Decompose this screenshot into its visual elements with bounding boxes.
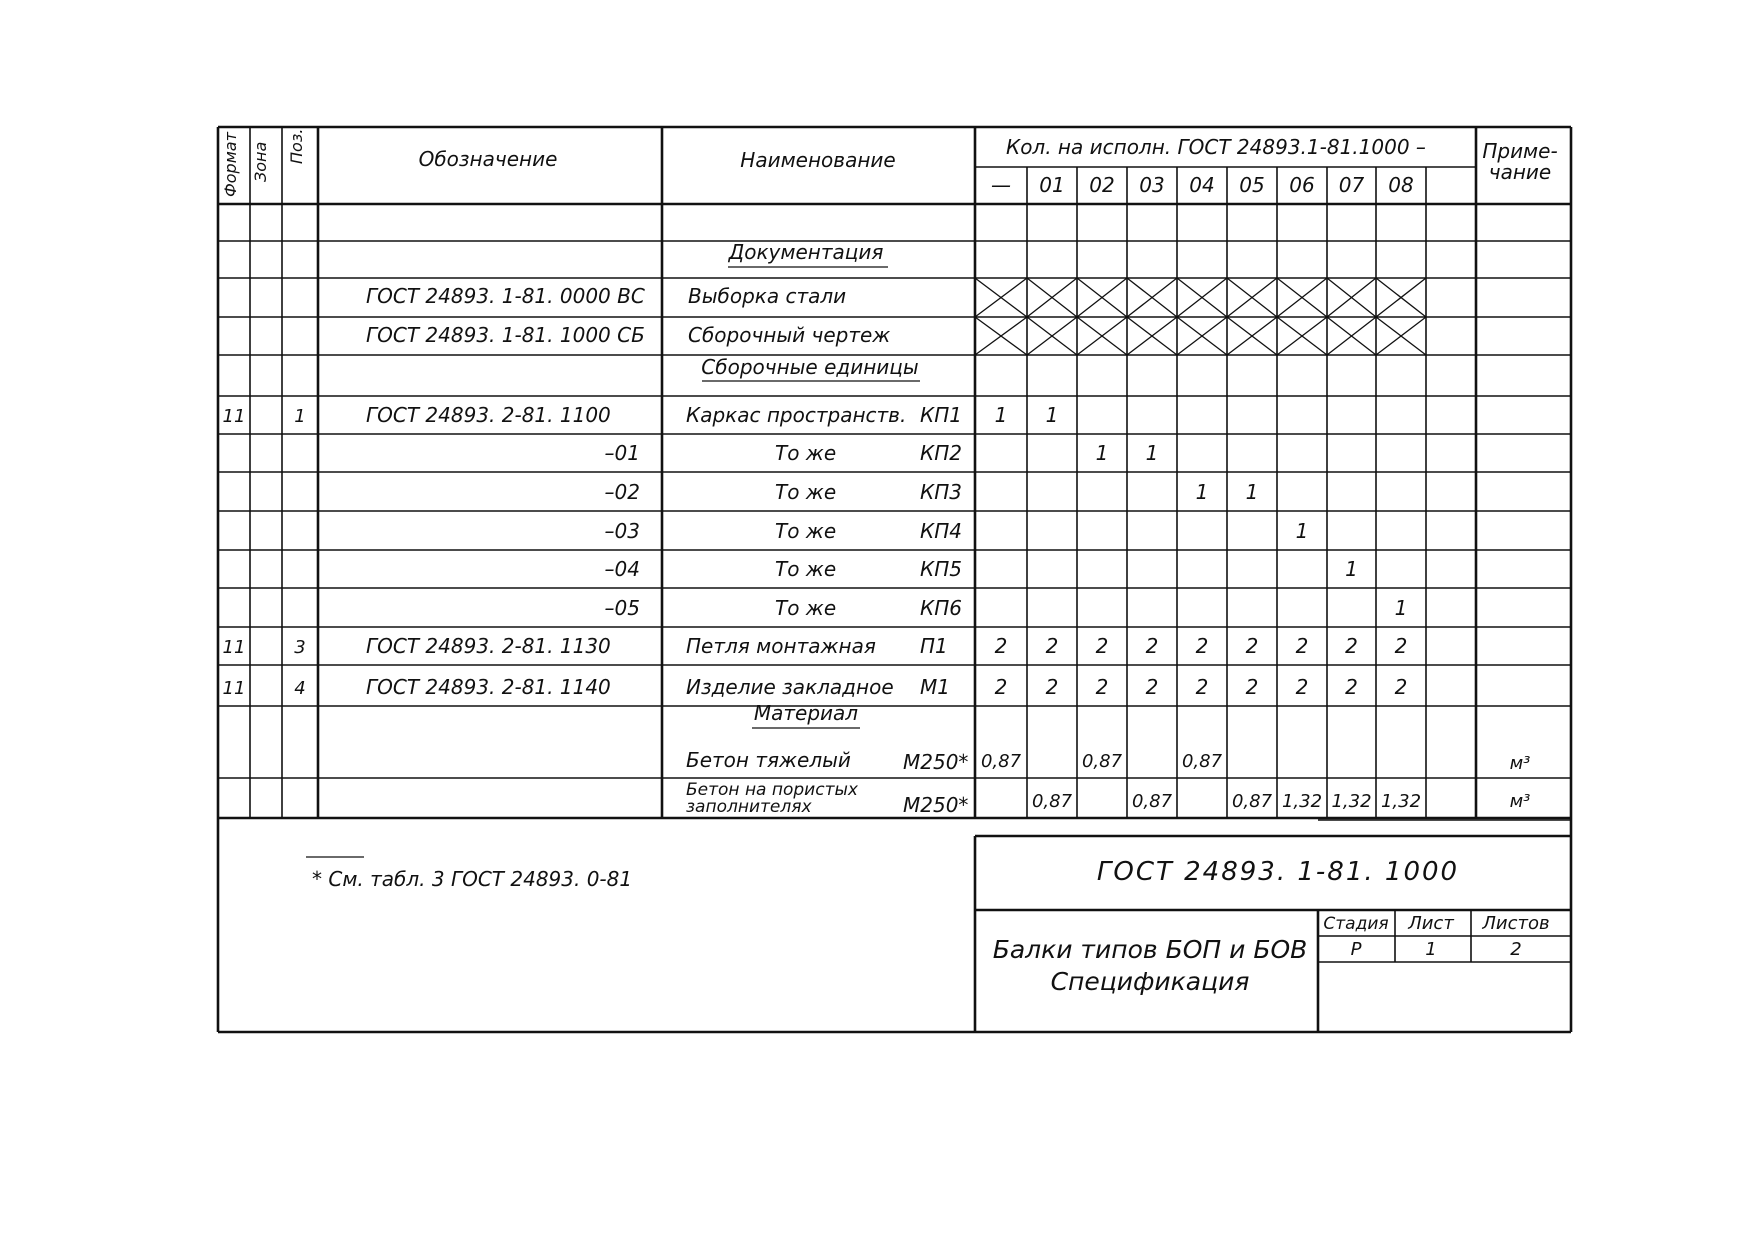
material-qty: 1,32 [1331, 791, 1372, 812]
item-name: То же [775, 480, 837, 504]
doc-designation: ГОСТ 24893. 1-81. 0000 ВС [366, 284, 645, 308]
section-documentation: Документация [728, 240, 884, 264]
item-qty: 2 [1045, 675, 1059, 699]
table-grid [218, 127, 1571, 1032]
item-qty: 2 [1095, 634, 1109, 658]
variant-header: 07 [1338, 173, 1365, 197]
material-qty: 1,32 [1281, 791, 1323, 812]
header-format: Формат [221, 132, 240, 197]
item-qty: 1 [1045, 403, 1059, 427]
doc-name: Сборочный чертеж [688, 323, 891, 347]
header-name: Наименование [740, 148, 896, 172]
item-mark: КП6 [920, 596, 962, 620]
item-designation: –02 [604, 480, 640, 504]
variant-header: 05 [1239, 173, 1265, 197]
item-designation: –03 [604, 519, 640, 543]
item-mark: КП2 [920, 441, 962, 465]
item-pos: 4 [294, 678, 306, 699]
header-pos: Поз. [287, 128, 306, 164]
material-unit: м³ [1509, 753, 1531, 774]
item-format: 11 [222, 678, 246, 699]
assembly-unit-rows [223, 403, 1408, 699]
item-qty: 2 [1245, 675, 1259, 699]
item-designation: –05 [604, 596, 640, 620]
doc-number: ГОСТ 24893. 1-81. 1000 [1096, 857, 1460, 887]
variant-header: 03 [1139, 173, 1165, 197]
item-pos: 1 [294, 406, 306, 427]
doc-designation: ГОСТ 24893. 1-81. 1000 СБ [366, 323, 645, 347]
doc-name: Выборка стали [688, 284, 847, 308]
item-qty: 1 [1245, 480, 1259, 504]
item-name: То же [775, 596, 837, 620]
title-line1: Балки типов БОП и БОВ [992, 935, 1308, 964]
item-qty: 1 [1145, 441, 1159, 465]
item-qty: 2 [1095, 675, 1109, 699]
item-qty: 2 [994, 675, 1008, 699]
item-designation: ГОСТ 24893. 2-81. 1130 [366, 634, 611, 658]
material-qty: 0,87 [1181, 751, 1223, 772]
section-material: Материал [753, 701, 859, 725]
item-format: 11 [222, 637, 246, 658]
item-qty: 2 [1394, 634, 1408, 658]
material-name: Бетон тяжелый [686, 748, 851, 772]
variant-header: 01 [1039, 173, 1065, 197]
item-qty: 1 [1345, 557, 1358, 581]
item-designation: ГОСТ 24893. 2-81. 1100 [366, 403, 611, 427]
item-name: То же [775, 441, 837, 465]
item-name: Каркас пространств. [686, 403, 907, 427]
sheets-value: 2 [1510, 939, 1522, 960]
item-qty: 2 [1394, 675, 1408, 699]
item-qty: 2 [1145, 675, 1159, 699]
material-qty: 0,87 [1231, 791, 1273, 812]
material-qty: 0,87 [1031, 791, 1073, 812]
item-qty: 2 [1245, 634, 1259, 658]
footnote [306, 857, 632, 891]
item-mark: КП3 [920, 480, 962, 504]
material-mark: М250* [903, 793, 969, 817]
footnote-text: * См. табл. 3 ГОСТ 24893. 0-81 [312, 867, 633, 891]
header-qty-title: Кол. на исполн. ГОСТ 24893.1-81.1000 – [1006, 135, 1426, 159]
item-qty: 1 [1394, 596, 1408, 620]
item-designation: –01 [604, 441, 640, 465]
item-mark: КП5 [920, 557, 962, 581]
item-mark: КП1 [920, 403, 962, 427]
item-format: 11 [222, 406, 246, 427]
variant-headers [991, 173, 1414, 197]
material-name: Бетон на пористых [686, 780, 858, 800]
header-note-line2: чание [1488, 160, 1552, 184]
variant-header: — [991, 173, 1011, 197]
item-qty: 2 [1295, 675, 1309, 699]
item-qty: 1 [1195, 480, 1209, 504]
item-qty: 1 [1295, 519, 1309, 543]
material-qty: 1,32 [1380, 791, 1422, 812]
stage-value: Р [1350, 939, 1362, 960]
item-qty: 1 [1095, 441, 1109, 465]
item-qty: 2 [1145, 634, 1159, 658]
material-qty: 0,87 [980, 751, 1022, 772]
material-mark: М250* [903, 750, 969, 774]
material-unit: м³ [1509, 791, 1531, 812]
sheets-label: Листов [1482, 913, 1550, 934]
item-qty: 2 [1195, 675, 1209, 699]
header-note-line1: Приме- [1482, 139, 1558, 163]
material-qty: 0,87 [1081, 751, 1123, 772]
item-qty: 2 [1345, 634, 1358, 658]
item-name: Петля монтажная [686, 634, 876, 658]
item-pos: 3 [294, 637, 306, 658]
item-qty: 2 [1195, 634, 1209, 658]
item-qty: 2 [1345, 675, 1358, 699]
item-designation: –04 [604, 557, 640, 581]
sheet-label: Лист [1408, 913, 1454, 934]
sheet-value: 1 [1425, 939, 1437, 960]
variant-header: 08 [1388, 173, 1414, 197]
header-designation: Обозначение [418, 147, 558, 171]
item-name: То же [775, 519, 837, 543]
item-qty: 2 [994, 634, 1008, 658]
item-mark: П1 [920, 634, 948, 658]
item-designation: ГОСТ 24893. 2-81. 1140 [366, 675, 611, 699]
title-block [993, 857, 1550, 996]
stage-label: Стадия [1323, 914, 1389, 934]
material-rows [686, 748, 1530, 817]
material-name: заполнителях [686, 797, 812, 817]
section-assembly-units: Сборочные единицы [701, 355, 919, 379]
variant-header: 02 [1089, 173, 1115, 197]
table-header [221, 129, 1558, 197]
header-zone: Зона [251, 141, 270, 182]
item-mark: КП4 [920, 519, 962, 543]
item-qty: 2 [1045, 634, 1059, 658]
item-name: То же [775, 557, 837, 581]
variant-header: 04 [1189, 173, 1215, 197]
material-quantities [981, 751, 1421, 812]
item-name: Изделие закладное [686, 675, 894, 699]
material-qty: 0,87 [1131, 791, 1173, 812]
item-mark: М1 [920, 675, 950, 699]
title-line2: Спецификация [1050, 967, 1250, 996]
item-qty: 2 [1295, 634, 1309, 658]
item-qty: 1 [994, 403, 1008, 427]
variant-header: 06 [1289, 173, 1315, 197]
